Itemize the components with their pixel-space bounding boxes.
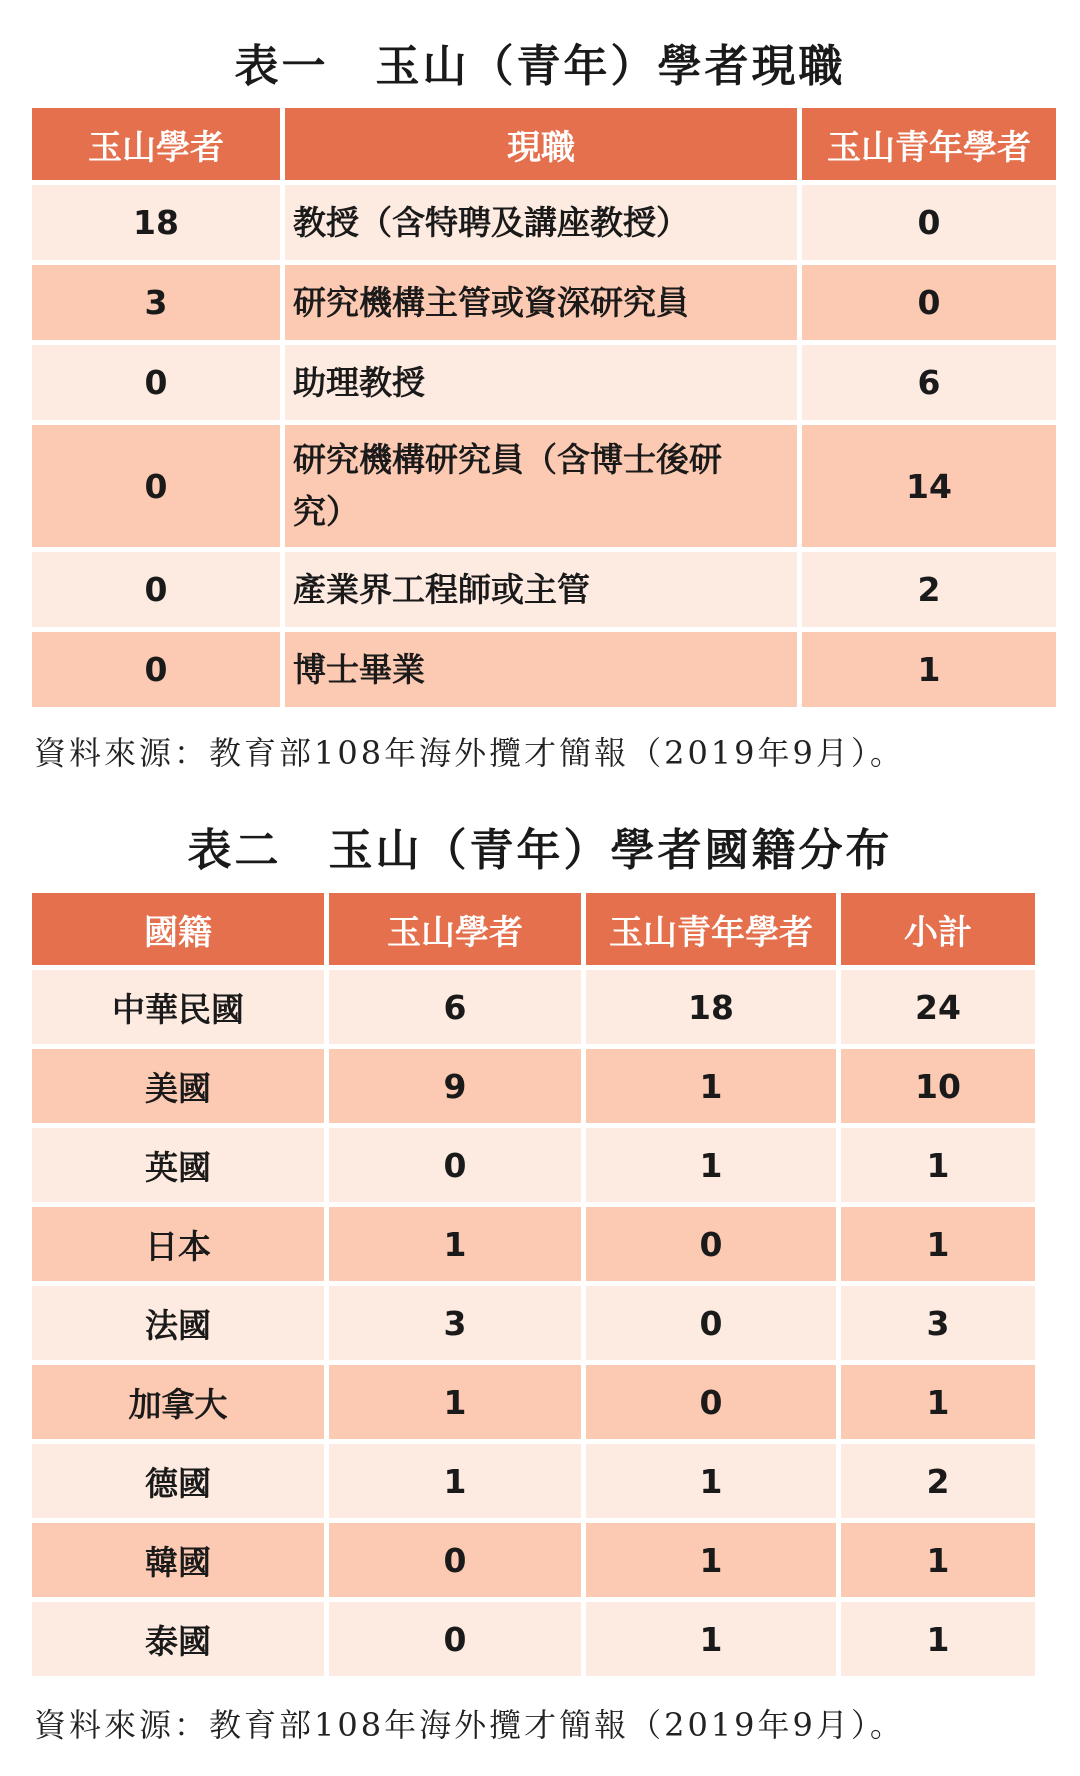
table2-cell-scholar: 1 (329, 1365, 581, 1439)
table1-cell-young: 2 (802, 552, 1056, 627)
table2-cell-scholar: 0 (329, 1523, 581, 1597)
table-row (32, 265, 1056, 340)
table1-cell-position: 助理教授 (285, 345, 797, 420)
table1-cell-scholar: 0 (32, 552, 280, 627)
table-row (32, 632, 1056, 707)
table2-cell-country: 泰國 (32, 1602, 324, 1676)
table-row (32, 345, 1056, 420)
table2-cell-scholar: 6 (329, 970, 581, 1044)
table2-cell-scholar: 0 (329, 1128, 581, 1202)
table2-cell-subtotal: 1 (841, 1602, 1035, 1676)
table1-cell-scholar: 0 (32, 632, 280, 707)
table1-cell-young: 6 (802, 345, 1056, 420)
table1-header-young-scholar: 玉山青年學者 (802, 108, 1056, 180)
table-row (32, 552, 1056, 627)
table1-cell-scholar: 18 (32, 185, 280, 260)
table1-cell-young: 1 (802, 632, 1056, 707)
table2-cell-young: 0 (586, 1286, 836, 1360)
table2-cell-subtotal: 2 (841, 1444, 1035, 1518)
table1-cell-position: 產業界工程師或主管 (285, 552, 797, 627)
table1-cell-scholar: 0 (32, 425, 280, 547)
table2-cell-country: 日本 (32, 1207, 324, 1281)
table-row (32, 1128, 1035, 1202)
table2-cell-subtotal: 24 (841, 970, 1035, 1044)
table2-cell-scholar: 3 (329, 1286, 581, 1360)
table1-cell-position: 研究機構主管或資深研究員 (285, 265, 797, 340)
table2-cell-country: 法國 (32, 1286, 324, 1360)
table2-header-yushan-scholar: 玉山學者 (329, 893, 581, 965)
table2-cell-scholar: 1 (329, 1444, 581, 1518)
table2-cell-subtotal: 1 (841, 1365, 1035, 1439)
table1-cell-position: 博士畢業 (285, 632, 797, 707)
table2-source-note: 資料來源：教育部108年海外攬才簡報（2019年9月）。 (34, 1706, 905, 1744)
table2-cell-young: 0 (586, 1207, 836, 1281)
table2-nationality (27, 888, 1040, 1681)
table2-cell-country: 英國 (32, 1128, 324, 1202)
table1-cell-scholar: 3 (32, 265, 280, 340)
table1-source-note: 資料來源：教育部108年海外攬才簡報（2019年9月）。 (34, 734, 905, 772)
table1-title: 表一 玉山（青年）學者現職 (234, 41, 846, 92)
table2-cell-subtotal: 1 (841, 1523, 1035, 1597)
table2-header-young-scholar: 玉山青年學者 (586, 893, 836, 965)
table2-cell-country: 加拿大 (32, 1365, 324, 1439)
table1-header-row (32, 108, 1056, 180)
table2-header-nationality: 國籍 (32, 893, 324, 965)
table1-cell-position: 教授（含特聘及講座教授） (285, 185, 797, 260)
table1-cell-young: 14 (802, 425, 1056, 547)
table-row (32, 970, 1035, 1044)
table2-header-subtotal: 小計 (841, 893, 1035, 965)
table2-cell-young: 1 (586, 1049, 836, 1123)
table2-cell-scholar: 9 (329, 1049, 581, 1123)
table2-cell-subtotal: 1 (841, 1207, 1035, 1281)
table2-cell-subtotal: 3 (841, 1286, 1035, 1360)
table2-cell-country: 中華民國 (32, 970, 324, 1044)
table2-cell-country: 美國 (32, 1049, 324, 1123)
table2-title: 表二 玉山（青年）學者國籍分布 (187, 825, 893, 876)
table2-cell-young: 1 (586, 1128, 836, 1202)
table2-cell-subtotal: 1 (841, 1128, 1035, 1202)
table2-cell-scholar: 0 (329, 1602, 581, 1676)
table2-header-row (32, 893, 1035, 965)
table-row (32, 1602, 1035, 1676)
table-row (32, 1523, 1035, 1597)
table-row (32, 1365, 1035, 1439)
table-row (32, 1286, 1035, 1360)
table-row (32, 1207, 1035, 1281)
table1-cell-scholar: 0 (32, 345, 280, 420)
table-row (32, 185, 1056, 260)
table2-cell-young: 1 (586, 1602, 836, 1676)
table2-cell-young: 0 (586, 1365, 836, 1439)
table2-cell-young: 1 (586, 1444, 836, 1518)
table1-cell-position: 研究機構研究員（含博士後研究） (285, 425, 797, 547)
table-row (32, 1049, 1035, 1123)
table2-cell-scholar: 1 (329, 1207, 581, 1281)
table1-header-current-position: 現職 (285, 108, 797, 180)
table2-cell-country: 德國 (32, 1444, 324, 1518)
table-row (32, 425, 1056, 547)
table2-cell-young: 1 (586, 1523, 836, 1597)
table1-header-yushan-scholar: 玉山學者 (32, 108, 280, 180)
table-row (32, 1444, 1035, 1518)
table2-cell-subtotal: 10 (841, 1049, 1035, 1123)
table1-current-position (27, 103, 1061, 712)
table2-cell-young: 18 (586, 970, 836, 1044)
table1-cell-young: 0 (802, 185, 1056, 260)
table2-cell-country: 韓國 (32, 1523, 324, 1597)
table1-cell-young: 0 (802, 265, 1056, 340)
